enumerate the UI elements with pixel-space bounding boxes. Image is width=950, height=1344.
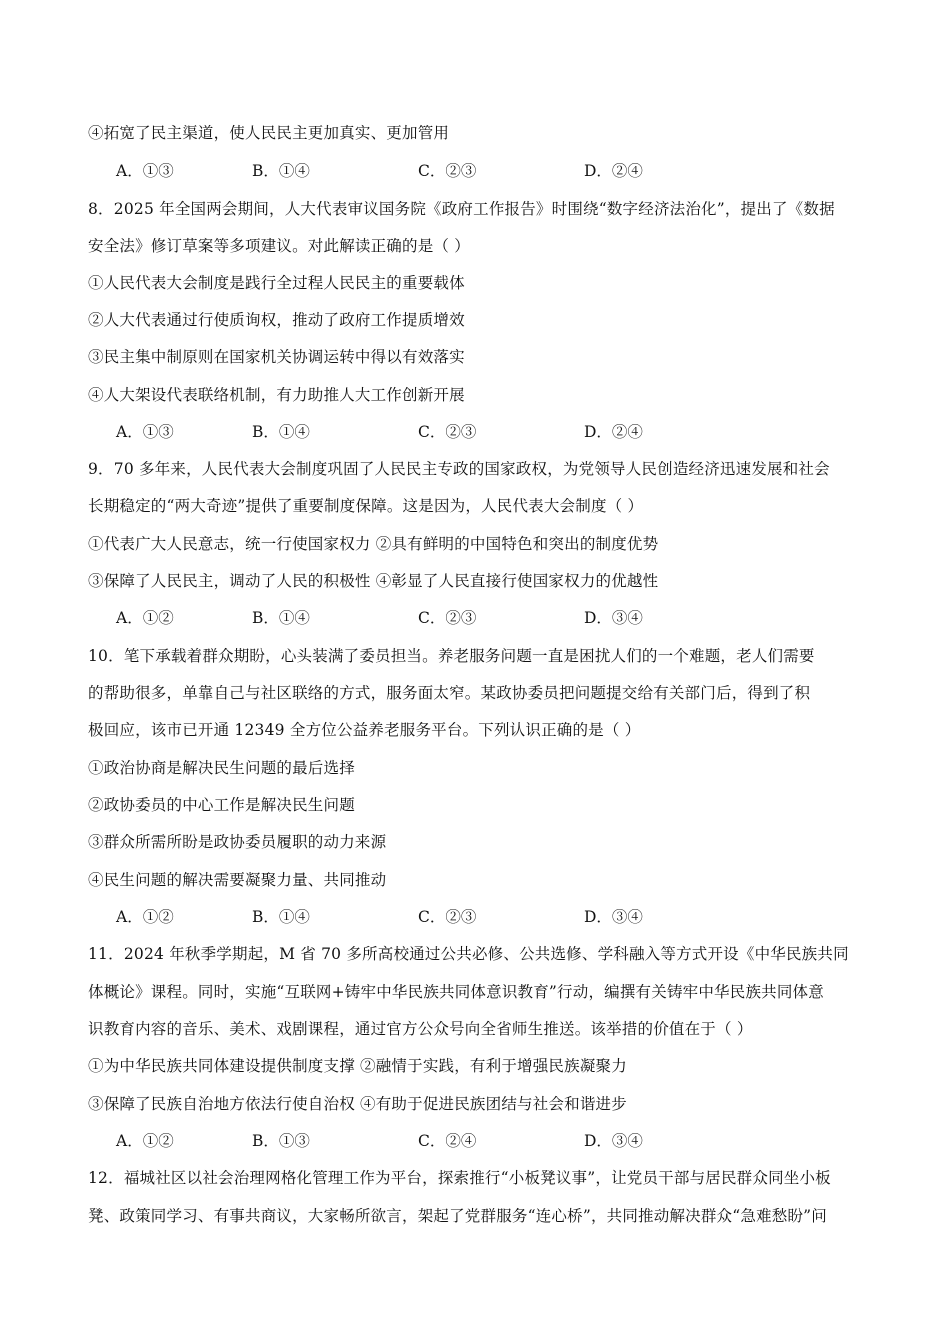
q8-statement-3: ③民主集中制原则在国家机关协调运转中得以有效落实 (88, 348, 465, 366)
q9-option-d[interactable]: D．③④ (584, 609, 643, 627)
q7-option-d[interactable]: D．②④ (584, 162, 643, 180)
q11-stem-line-2: 体概论》课程。同时，实施“互联网+铸牢中华民族共同体意识教育”行动，编撰有关铸牢中华民族共同体意 (88, 983, 824, 1001)
q8-option-b[interactable]: B．①④ (252, 423, 310, 441)
q10-option-b[interactable]: B．①④ (252, 908, 310, 926)
q8-statement-2: ②人大代表通过行使质询权，推动了政府工作提质增效 (88, 311, 465, 329)
q9-stem-line-2: 长期稳定的“两大奇迹”提供了重要制度保障。这是因为，人民代表大会制度（ ） (88, 497, 644, 515)
q10-statement-1: ①政治协商是解决民生问题的最后选择 (88, 759, 355, 777)
q9-option-a[interactable]: A．①② (116, 609, 174, 627)
q11-option-b[interactable]: B．①③ (252, 1132, 310, 1150)
q8-option-a[interactable]: A．①③ (116, 423, 174, 441)
q9-option-c[interactable]: C．②③ (418, 609, 477, 627)
q8-option-c[interactable]: C．②③ (418, 423, 477, 441)
q11-option-a[interactable]: A．①② (116, 1132, 174, 1150)
q12-stem-line-1: 12．福城社区以社会治理网格化管理工作为平台，探索推行“小板凳议事”，让党员干部与居民群众同坐小板 (88, 1169, 831, 1187)
q10-stem-line-3: 极回应，该市已开通 12349 全方位公益养老服务平台。下列认识正确的是（ ） (88, 721, 641, 739)
q10-option-d[interactable]: D．③④ (584, 908, 643, 926)
q11-statement-line-1: ①为中华民族共同体建设提供制度支撑 ②融情于实践，有利于增强民族凝聚力 (88, 1057, 627, 1075)
q10-option-a[interactable]: A．①② (116, 908, 174, 926)
q10-statement-3: ③群众所需所盼是政协委员履职的动力来源 (88, 833, 387, 851)
q10-stem-line-2: 的帮助很多，单靠自己与社区联络的方式，服务面太窄。某政协委员把问题提交给有关部门后，得到了积 (88, 684, 811, 702)
q8-option-d[interactable]: D．②④ (584, 423, 643, 441)
q7-option-a[interactable]: A．①③ (116, 162, 174, 180)
q8-statement-1: ①人民代表大会制度是践行全过程人民民主的重要载体 (88, 274, 465, 292)
q11-stem-line-1: 11．2024 年秋季学期起，M 省 70 多所高校通过公共必修、公共选修、学科融入等方式开设《中华民族共同 (88, 945, 849, 963)
q11-stem-line-3: 识教育内容的音乐、美术、戏剧课程，通过官方公众号向全省师生推送。该举措的价值在于（ ） (88, 1020, 753, 1038)
q8-statement-4: ④人大架设代表联络机制，有力助推人大工作创新开展 (88, 386, 465, 404)
q11-option-d[interactable]: D．③④ (584, 1132, 643, 1150)
q7-option-b[interactable]: B．①④ (252, 162, 310, 180)
q9-statement-line-1: ①代表广大人民意志，统一行使国家权力 ②具有鲜明的中国特色和突出的制度优势 (88, 535, 659, 553)
q7-statement-4: ④拓宽了民主渠道，使人民民主更加真实、更加管用 (88, 124, 450, 142)
q9-option-b[interactable]: B．①④ (252, 609, 310, 627)
q10-option-c[interactable]: C．②③ (418, 908, 477, 926)
q10-stem-line-1: 10．笔下承载着群众期盼，心头装满了委员担当。养老服务问题一直是困扰人们的一个难题，老人们需要 (88, 647, 815, 665)
q8-stem-line-1: 8．2025 年全国两会期间，人大代表审议国务院《政府工作报告》时围绕“数字经济法治化”，提出了《数据 (88, 200, 835, 218)
q8-stem-line-2: 安全法》修订草案等多项建议。对此解读正确的是（ ） (88, 237, 470, 255)
q11-statement-line-2: ③保障了民族自治地方依法行使自治权 ④有助于促进民族团结与社会和谐进步 (88, 1095, 627, 1113)
q9-stem-line-1: 9．70 多年来，人民代表大会制度巩固了人民民主专政的国家政权，为党领导人民创造经济迅速发展和社会 (88, 460, 830, 478)
q10-statement-4: ④民生问题的解决需要凝聚力量、共同推动 (88, 871, 387, 889)
q12-stem-line-2: 凳、政策同学习、有事共商议，大家畅所欲言，架起了党群服务“连心桥”，共同推动解决群众“急难愁盼”问 (88, 1207, 827, 1225)
q7-option-c[interactable]: C．②③ (418, 162, 477, 180)
q9-statement-line-2: ③保障了人民民主，调动了人民的积极性 ④彰显了人民直接行使国家权力的优越性 (88, 572, 659, 590)
q10-statement-2: ②政协委员的中心工作是解决民生问题 (88, 796, 355, 814)
q11-option-c[interactable]: C．②④ (418, 1132, 477, 1150)
